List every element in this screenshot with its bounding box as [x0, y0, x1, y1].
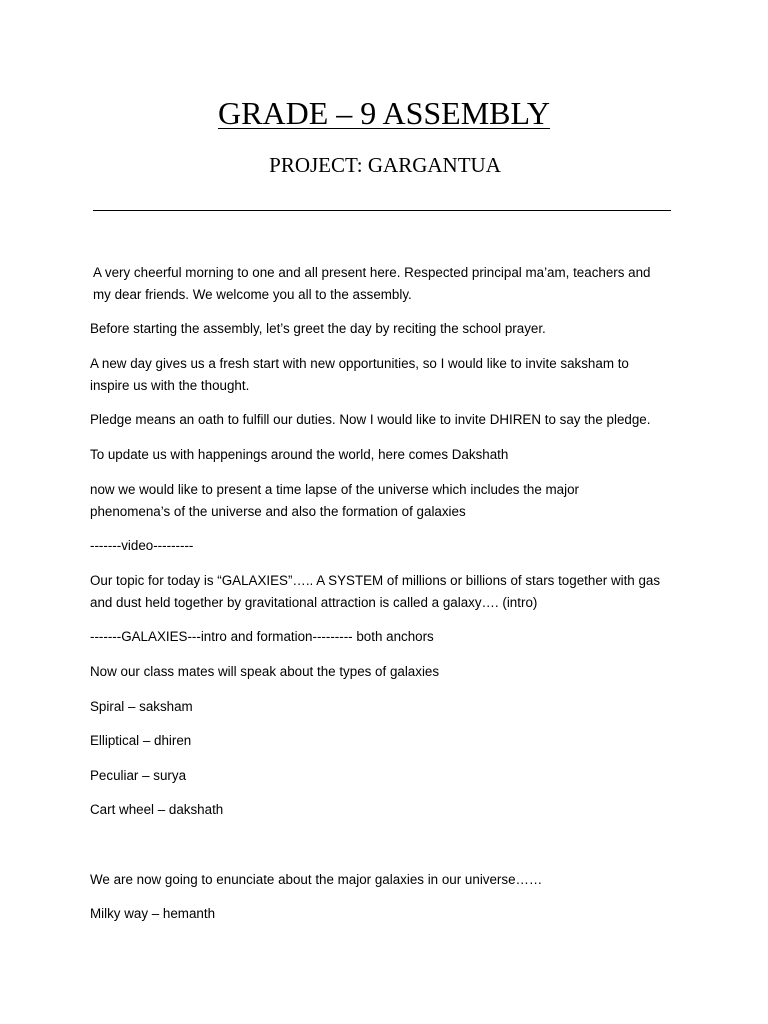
text-line: A very cheerful morning to one and all present here. Respected principal ma’am, teachers and: [93, 265, 651, 280]
paragraph-topic: [90, 570, 690, 614]
list-item-cartwheel: [90, 799, 690, 821]
text-line: A new day gives us a fresh start with new opportunities, so I would like to invite saksham to: [90, 356, 629, 371]
document-subtitle: PROJECT: GARGANTUA: [269, 153, 501, 177]
list-item-elliptical: [90, 730, 690, 752]
document-title: GRADE – 9 ASSEMBLY: [218, 95, 550, 131]
list-item-spiral: [90, 696, 690, 718]
text-line: inspire us with the thought.: [90, 378, 250, 393]
paragraph-timelapse: [90, 479, 690, 523]
horizontal-rule: [93, 210, 671, 211]
paragraph-prayer: [90, 318, 690, 340]
text-line: We are now going to enunciate about the major galaxies in our universe……: [90, 872, 543, 887]
paragraph-major-galaxies: [90, 869, 690, 891]
text-line: and dust held together by gravitational attraction is called a galaxy…. (intro): [90, 595, 538, 610]
paragraph-galaxies-intro: [90, 626, 690, 648]
paragraph-video: [90, 535, 690, 557]
text-line: Cart wheel – dakshath: [90, 802, 224, 817]
text-line: -------GALAXIES---intro and formation--------- both anchors: [90, 629, 434, 644]
text-line: Peculiar – surya: [90, 768, 187, 783]
text-line: phenomena’s of the universe and also the formation of galaxies: [90, 504, 466, 519]
text-line: Pledge means an oath to fulfill our duties. Now I would like to invite DHIREN to say the pledge.: [90, 412, 651, 427]
text-line: -------video---------: [90, 538, 194, 553]
list-item-peculiar: [90, 765, 690, 787]
paragraph-greeting: [93, 262, 693, 306]
paragraph-types-intro: [90, 661, 690, 683]
text-line: Before starting the assembly, let’s greet the day by reciting the school prayer.: [90, 321, 546, 336]
paragraph-news: [90, 444, 690, 466]
text-line: Our topic for today is “GALAXIES”….. A SYSTEM of millions or billions of stars together with gas: [90, 573, 661, 588]
text-line: Now our class mates will speak about the types of galaxies: [90, 664, 440, 679]
paragraph-thought: [90, 353, 690, 397]
text-line: now we would like to present a time lapse of the universe which includes the major: [90, 482, 580, 497]
list-item-milky-way: [90, 903, 690, 925]
text-line: my dear friends. We welcome you all to the assembly.: [93, 287, 412, 302]
text-line: To update us with happenings around the world, here comes Dakshath: [90, 447, 509, 462]
text-line: Elliptical – dhiren: [90, 733, 192, 748]
text-line: Milky way – hemanth: [90, 906, 216, 921]
text-line: Spiral – saksham: [90, 699, 193, 714]
paragraph-pledge: [90, 409, 690, 431]
